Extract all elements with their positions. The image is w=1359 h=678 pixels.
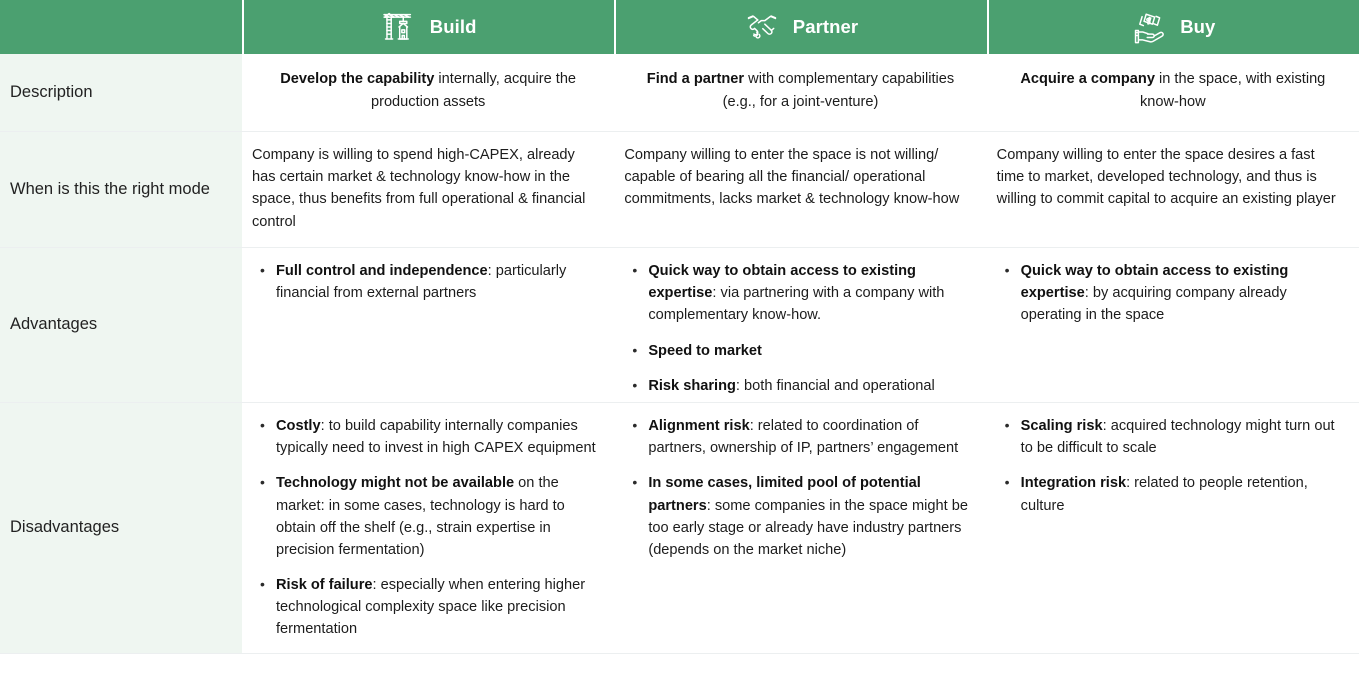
- bullet-lead-text: Integration risk: [1020, 475, 1127, 492]
- list-item: [1003, 260, 1343, 327]
- cell-body-text: with complementary capabilities (e.g., for a joint-venture): [722, 71, 955, 110]
- bullet-body-text: : via partnering with a company with complementary know-how.: [648, 285, 945, 324]
- crane-building-icon: [382, 10, 416, 44]
- cell-disadvantages-build: [242, 403, 614, 653]
- bullet-lead-text: Speed to market: [648, 342, 762, 359]
- bullet-body-text: : related to people retention, culture: [1020, 475, 1308, 514]
- table-row: [0, 54, 1359, 132]
- list-item: [630, 472, 970, 561]
- bullet-list: [1003, 260, 1343, 327]
- cell-body-text: Company willing to enter the space desires a fast time to market, developed technology, and thus is willing to commit capital to acquire an existing player: [996, 147, 1336, 208]
- bullet-lead-text: Costly: [276, 418, 321, 434]
- bullet-lead-text: Risk sharing: [648, 377, 736, 394]
- bullet-lead-text: Risk of failure: [276, 577, 373, 594]
- cell-when-buy: [987, 132, 1359, 247]
- bullet-body-text: : to build capability internally companies typically need to invest in high CAPEX equipment: [276, 418, 596, 457]
- header-label-buy: Buy: [1180, 15, 1216, 37]
- cell-description-buy: [987, 54, 1359, 131]
- row-label-when-right-mode: When is this the right mode: [0, 132, 242, 247]
- bullet-body-text: : some companies in the space might be too early stage or already have industry partners (depends on the market niche): [648, 497, 968, 558]
- bullet-body-text: : especially when entering higher technological complexity space like precision fermentation: [276, 577, 586, 638]
- handshake-icon: [745, 10, 779, 44]
- table-body: [0, 54, 1359, 678]
- list-item: [630, 340, 970, 362]
- header-column-build: [244, 0, 614, 54]
- bullet-body-text: : acquired technology might turn out to be difficult to scale: [1020, 418, 1335, 457]
- bullet-body-text: : both financial and operational: [735, 377, 935, 394]
- cell-body-text: internally, acquire the production assets: [370, 71, 577, 110]
- bullet-lead-text: Quick way to obtain access to existing expertise: [1020, 263, 1289, 302]
- cell-lead-text: Find a partner: [646, 71, 745, 88]
- list-item: [630, 415, 970, 459]
- list-item: [258, 415, 598, 459]
- cell-when-build: [242, 132, 614, 247]
- list-item: [630, 260, 970, 327]
- bullet-list: [258, 260, 598, 304]
- bullet-body-text: : related to coordination of partners, ownership of IP, partners’ engagement: [648, 418, 959, 457]
- header-column-partner: [616, 0, 986, 54]
- bullet-list: [630, 415, 970, 561]
- list-item: [630, 375, 970, 397]
- list-item: [258, 472, 598, 561]
- bullet-lead-text: Scaling risk: [1020, 418, 1103, 434]
- bullet-lead-text: In some cases, limited pool of potential partners: [648, 475, 921, 514]
- cell-disadvantages-buy: [987, 403, 1359, 653]
- list-item: [258, 574, 598, 641]
- bullet-lead-text: Alignment risk: [648, 418, 750, 434]
- bullet-list: [258, 415, 598, 641]
- table-row: [0, 248, 1359, 403]
- list-item: [1003, 415, 1343, 459]
- list-item: [258, 260, 598, 304]
- header-label-build: Build: [429, 15, 477, 37]
- table-header-row: [0, 0, 1359, 54]
- cell-description-partner: [614, 54, 986, 131]
- bullet-lead-text: Technology might not be available: [276, 475, 515, 492]
- table-row: [0, 403, 1359, 654]
- table-row: [0, 132, 1359, 248]
- bullet-lead-text: Full control and independence: [276, 263, 488, 279]
- header-label-partner: Partner: [792, 15, 859, 37]
- cell-body-text: Company willing to enter the space is not willing/ capable of bearing all the financial/ operational commitments, lacks market & technology know-how: [624, 147, 960, 208]
- bullet-list: [1003, 415, 1343, 517]
- hand-money-icon: [1132, 10, 1166, 44]
- cell-advantages-buy: [987, 248, 1359, 402]
- header-corner-cell: [0, 0, 242, 54]
- row-label-description: Description: [0, 54, 242, 131]
- cell-body-text: Company is willing to spend high-CAPEX, already has certain market & technology know-how in the space, thus benefits from full operational & financial control: [252, 147, 586, 230]
- bullet-body-text: : particularly financial from external partners: [276, 263, 567, 302]
- cell-description-build: [242, 54, 614, 131]
- cell-disadvantages-partner: [614, 403, 986, 653]
- cell-advantages-build: [242, 248, 614, 402]
- cell-body-text: in the space, with existing know-how: [1139, 71, 1326, 110]
- cell-when-partner: [614, 132, 986, 247]
- bullet-lead-text: Quick way to obtain access to existing expertise: [648, 263, 916, 302]
- cell-lead-text: Develop the capability: [280, 71, 435, 88]
- cell-lead-text: Acquire a company: [1020, 71, 1155, 88]
- header-column-buy: [989, 0, 1359, 54]
- bullet-list: [630, 260, 970, 397]
- cell-advantages-partner: [614, 248, 986, 402]
- list-item: [1003, 472, 1343, 516]
- bullet-body-text: : by acquiring company already operating in the space: [1020, 285, 1287, 324]
- row-label-advantages: Advantages: [0, 248, 242, 402]
- bullet-body-text: on the market: in some cases, technology is hard to obtain off the shelf (e.g., strain expertise in precision fermentation): [276, 475, 565, 558]
- row-label-disadvantages: Disadvantages: [0, 403, 242, 653]
